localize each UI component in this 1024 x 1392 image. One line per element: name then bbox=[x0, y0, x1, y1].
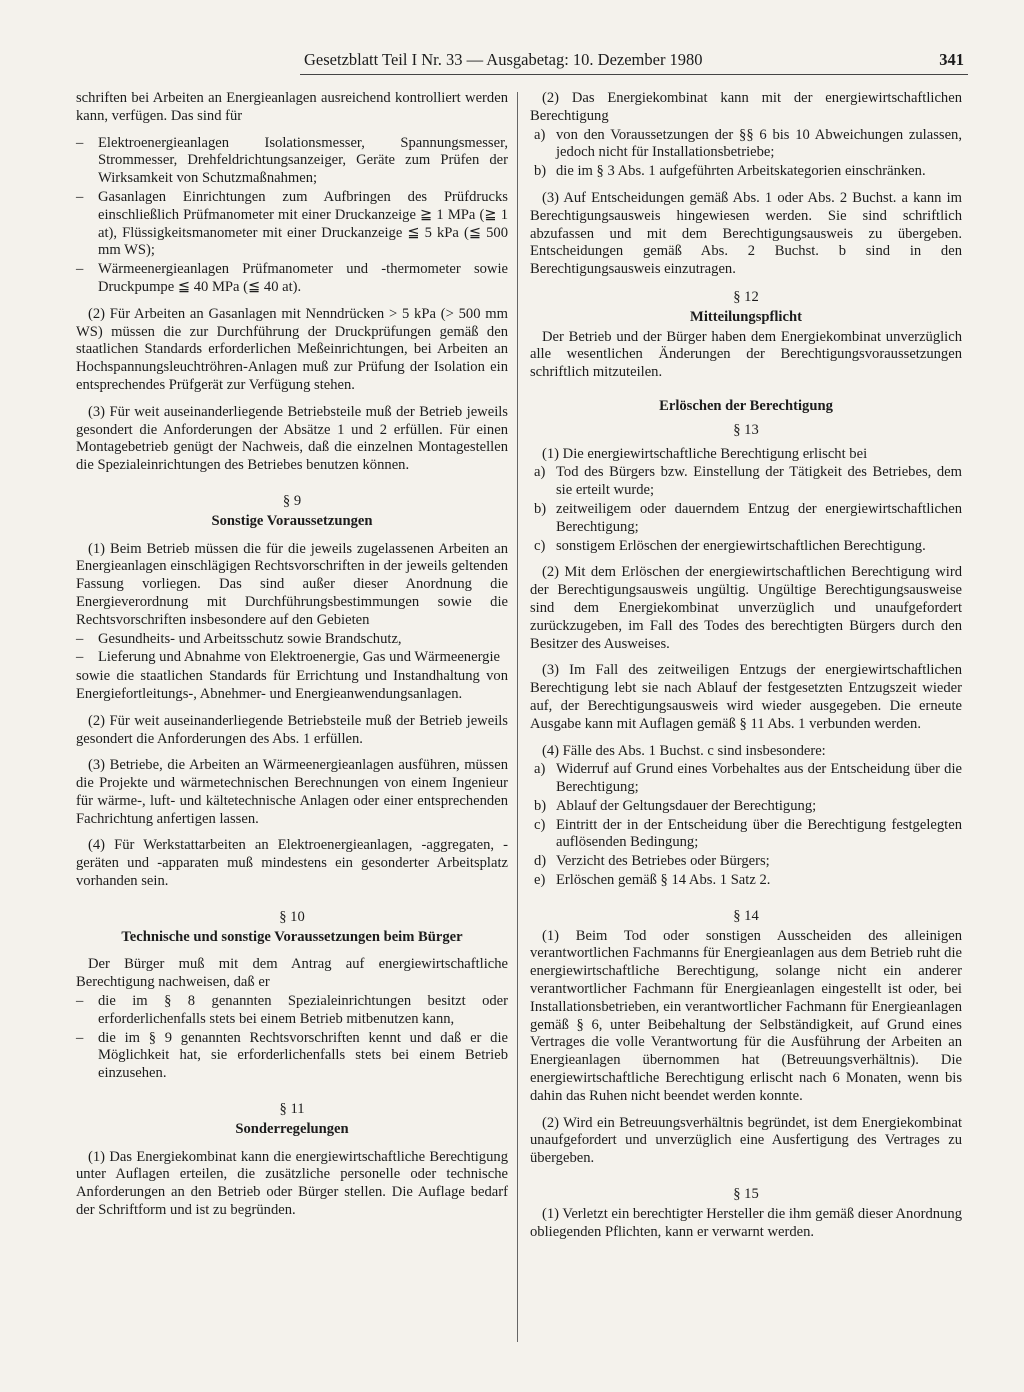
right-column bbox=[530, 90, 962, 1250]
paragraph: (2) Das Energiekombinat kann mit der energiewirtschaftlichen Berechtigung bbox=[530, 90, 962, 124]
lettered-list bbox=[530, 464, 962, 555]
item-text: Verzicht des Betriebes oder Bürgers; bbox=[556, 853, 770, 870]
item-label: c) bbox=[534, 537, 546, 554]
item-text: Tod des Bürgers bzw. Einstellung der Tätigkeit des Betriebes, dem sie erteilt wurde; bbox=[556, 464, 962, 499]
item-label: b) bbox=[534, 797, 547, 814]
dash-list bbox=[76, 993, 508, 1083]
dash-item: – Lieferung und Abnahme von Elektroenergie, Gas und Wärmeenergie bbox=[76, 649, 508, 667]
paragraph: (1) Beim Betrieb müssen die für die jeweils zugelassenen Arbeiten an Energieanlagen einschlägigen Rechtsvorschriften in der jeweils geltenden Fassung vorliegen. Das sind außer dieser Anordnung die Energieverordnung mit Durchführungsbestimmungen sowie die Rechtsvorschriften insbesondere auf den Gebieten bbox=[76, 540, 508, 628]
list-item bbox=[530, 163, 962, 181]
paragraph: schriften bei Arbeiten an Energieanlagen ausreichend kontrolliert werden kann, verfügen. Das sind für bbox=[76, 90, 508, 124]
item-text: von den Voraussetzungen der §§ 6 bis 10 Abweichungen zulassen, jedoch nicht für Installationsbetriebe; bbox=[556, 126, 962, 161]
paragraph: (1) Beim Tod oder sonstigen Ausscheiden des alleinigen verantwortlichen Fachmanns für Energieanlagen aus dem Betrieb ruht die energiewirtschaftliche Berechtigung, solange nicht ein anderer verantwortlicher Fachmann für Energieanlagen eingestellt ist oder, bei Installationsbetrieben, ein verantwortlicher Fachmann für Energieanlagen gemäß § 6, unter Beibehaltung der Selbständigkeit, auf Grund eines Vertrages die volle Verantwortung für die Ausführung der Arbeiten an Energieanlagen übernommen hat (Betreuungsverhältnis). Die energiewirtschaftliche Berechtigung erlischt nach 6 Monaten, wenn bis dahin das Ruhen nicht beendet werden konnte. bbox=[530, 927, 962, 1104]
item-text: zeitweiligem oder dauerndem Entzug der energiewirtschaftlichen Berechtigung; bbox=[556, 500, 962, 535]
dash-item: – Wärmeenergieanlagen Prüfmanometer und -thermometer sowie Druckpumpe ≦ 40 MPa (≦ 40 at). bbox=[76, 261, 508, 297]
item-label: b) bbox=[534, 163, 547, 180]
item-text: die im § 3 Abs. 1 aufgeführten Arbeitskategorien einschränken. bbox=[556, 163, 926, 180]
header-rule bbox=[300, 74, 968, 75]
item-label: a) bbox=[534, 464, 546, 481]
paragraph: sowie die staatlichen Standards für Errichtung und Instandhaltung von Energiefortleitungs-, Abnehmer- und Energieanwendungsanlagen. bbox=[76, 668, 508, 702]
list-item bbox=[530, 127, 962, 163]
paragraph: (4) Fälle des Abs. 1 Buchst. c sind insbesondere: bbox=[542, 742, 826, 759]
paragraph: (4) Für Werkstattarbeiten an Elektroenergieanlagen, -aggregaten, -geräten und -apparaten muß mindestens ein gesonderter Arbeitsplatz vorhanden sein. bbox=[76, 837, 508, 890]
list-item bbox=[530, 464, 962, 500]
item-label: c) bbox=[534, 816, 546, 833]
lettered-list bbox=[530, 127, 962, 181]
header-title: Gesetzblatt Teil I Nr. 33 — Ausgabetag: 10. Dezember 1980 bbox=[304, 50, 703, 69]
paragraph: (3) Betriebe, die Arbeiten an Wärmeenergieanlagen ausführen, müssen die Projekte und wärmetechnischen Berechnungen von einem Ingenieur für wärme-, luft- und kältetechnische Anlagen oder einer entsprechenden Fachrichtung anfertigen lassen. bbox=[76, 757, 508, 827]
paragraph: (3) Im Fall des zeitweiligen Entzugs der energiewirtschaftlichen Berechtigung lebt sie nach Ablauf der festgesetzten Entzugszeit wieder auf, der Berechtigungsausweis wird wieder ausgegeben. Die erneute Ausgabe kann mit Auflagen gemäß § 11 Abs. 1 verbunden werden. bbox=[530, 662, 962, 732]
paragraph: (2) Für Arbeiten an Gasanlagen mit Nenndrücken > 5 kPa (> 500 mm WS) müssen die zur Durchführung der Druckprüfungen gemäß den staatlichen Standards erforderlichen Meßeinrichtungen, bei Arbeiten an Hochspannungsleuchtröhren-Anlagen muß zur Prüfung der Isolation ein entsprechendes Prüfgerät zur Verfügung stehen. bbox=[76, 305, 508, 393]
item-label: d) bbox=[534, 853, 547, 870]
page-header bbox=[300, 48, 968, 72]
section-title: Technische und sonstige Voraussetzungen beim Bürger bbox=[121, 928, 463, 945]
left-column bbox=[76, 90, 508, 1229]
list-item bbox=[530, 853, 962, 871]
section-title: Mitteilungspflicht bbox=[690, 308, 802, 325]
section-heading: § 9 bbox=[282, 492, 302, 509]
section-title: Erlöschen der Berechtigung bbox=[659, 397, 833, 414]
item-text: Eintritt der in der Entscheidung über die Berechtigung festgelegten auflösenden Bedingung; bbox=[556, 816, 962, 851]
item-label: e) bbox=[534, 872, 546, 889]
item-text: Ablauf der Geltungsdauer der Berechtigung; bbox=[556, 797, 817, 814]
section-heading: § 12 bbox=[733, 288, 759, 305]
dash-item: – Gasanlagen Einrichtungen zum Aufbringen des Prüfdrucks einschließlich Prüfmanometer mit einer Druckanzeige ≧ 1 MPa (≧ 1 at), Flüssigkeitsmanometer mit einer Druckanzeige ≦ 5 kPa (≦ 500 mm WS); bbox=[76, 189, 508, 260]
list-item bbox=[530, 798, 962, 816]
section-title: Sonderregelungen bbox=[235, 1120, 349, 1137]
item-label: a) bbox=[534, 761, 546, 778]
paragraph: (3) Für weit auseinanderliegende Betriebsteile muß der Betrieb jeweils gesondert die Anforderungen der Absätze 1 und 2 erfüllen. Für einen Montagebetrieb genügt der Nachweis, daß die einzelnen Montagestellen die Spezialeinrichtungen des Betriebes benutzen können. bbox=[76, 403, 508, 474]
item-text: sonstigem Erlöschen der energiewirtschaftlichen Berechtigung. bbox=[556, 537, 926, 554]
list-item bbox=[530, 817, 962, 853]
paragraph: (1) Verletzt ein berechtigter Hersteller die ihm gemäß dieser Anordnung obliegenden Pflichten, kann er verwarnt werden. bbox=[530, 1205, 962, 1240]
paragraph: (1) Die energiewirtschaftliche Berechtigung erlischt bei bbox=[542, 445, 868, 462]
item-text: Erlöschen gemäß § 14 Abs. 1 Satz 2. bbox=[556, 872, 771, 889]
dash-list bbox=[76, 135, 508, 297]
paragraph: (3) Auf Entscheidungen gemäß Abs. 1 oder Abs. 2 Buchst. a kann im Berechtigungsausweis hingewiesen werden. Sie sind schriftlich abzufassen und mit dem Berechtigungsausweis zu übergeben. Entscheidungen gemäß Abs. 2 Buchst. b sind in den Berechtigungsausweis einzutragen. bbox=[530, 189, 962, 278]
column-divider bbox=[517, 92, 518, 1342]
paragraph: Der Betrieb und der Bürger haben dem Energiekombinat unverzüglich alle wesentlichen Änderungen der Berechtigungsvoraussetzungen schriftlich mitzuteilen. bbox=[530, 328, 962, 381]
paragraph: (1) Das Energiekombinat kann die energiewirtschaftliche Berechtigung unter Auflagen erteilen, die zusätzliche personelle oder technische Anforderungen an den Betrieb oder Bürger stellen. Die Auflage bedarf der Schriftform und ist zu begründen. bbox=[76, 1148, 508, 1219]
dash-list bbox=[76, 631, 508, 668]
item-label: b) bbox=[534, 500, 547, 517]
list-item bbox=[530, 761, 962, 797]
paragraph: Der Bürger muß mit dem Antrag auf energiewirtschaftliche Berechtigung nachweisen, daß er bbox=[76, 956, 508, 991]
section-heading: § 14 bbox=[733, 907, 759, 924]
item-text: Widerruf auf Grund eines Vorbehaltes aus der Entscheidung über die Berechtigung; bbox=[556, 761, 962, 796]
paragraph: (2) Für weit auseinanderliegende Betriebsteile muß der Betrieb jeweils gesondert die Anforderungen des Abs. 1 erfüllen. bbox=[76, 712, 508, 747]
item-label: a) bbox=[534, 126, 546, 143]
section-heading: § 10 bbox=[279, 908, 305, 925]
paragraph: (2) Mit dem Erlöschen der energiewirtschaftlichen Berechtigung wird der Berechtigungsausweis ungültig. Ungültige Berechtigungsausweise sind dem Energiekombinat unverzüglich und unaufgefordert zurückzugeben, im Fall des Todes des berechtigten Bürgers durch den Besitzer des Ausweises. bbox=[530, 564, 962, 652]
paragraph: (2) Wird ein Betreuungsverhältnis begründet, ist dem Energiekombinat unaufgefordert und unverzüglich eine Ausfertigung des Vertrages zu übergeben. bbox=[530, 1114, 962, 1167]
section-heading: § 15 bbox=[733, 1186, 759, 1203]
section-heading: § 11 bbox=[279, 1101, 305, 1118]
lettered-list bbox=[530, 761, 962, 890]
dash-item: – die im § 8 genannten Spezialeinrichtungen besitzt oder erforderlichenfalls stets bei einem Betrieb mitbenutzen kann, bbox=[76, 993, 508, 1029]
section-title: Sonstige Voraussetzungen bbox=[211, 512, 373, 529]
dash-item: – die im § 9 genannten Rechtsvorschriften kennt und daß er die Möglichkeit hat, sie erforderlichenfalls stets bei einem Betrieb einzusehen. bbox=[76, 1030, 508, 1083]
page-number: 341 bbox=[939, 50, 964, 69]
list-item bbox=[530, 501, 962, 537]
list-item bbox=[530, 538, 962, 556]
section-heading: § 13 bbox=[733, 421, 759, 438]
dash-item: – Gesundheits- und Arbeitsschutz sowie Brandschutz, bbox=[76, 631, 508, 649]
list-item bbox=[530, 872, 962, 890]
dash-item: – Elektroenergieanlagen Isolationsmesser, Spannungsmesser, Strommesser, Drehfeldrichtungsanzeiger, Geräte zum Prüfen der Wirksamkeit von Schutzmaßnahmen; bbox=[76, 135, 508, 188]
